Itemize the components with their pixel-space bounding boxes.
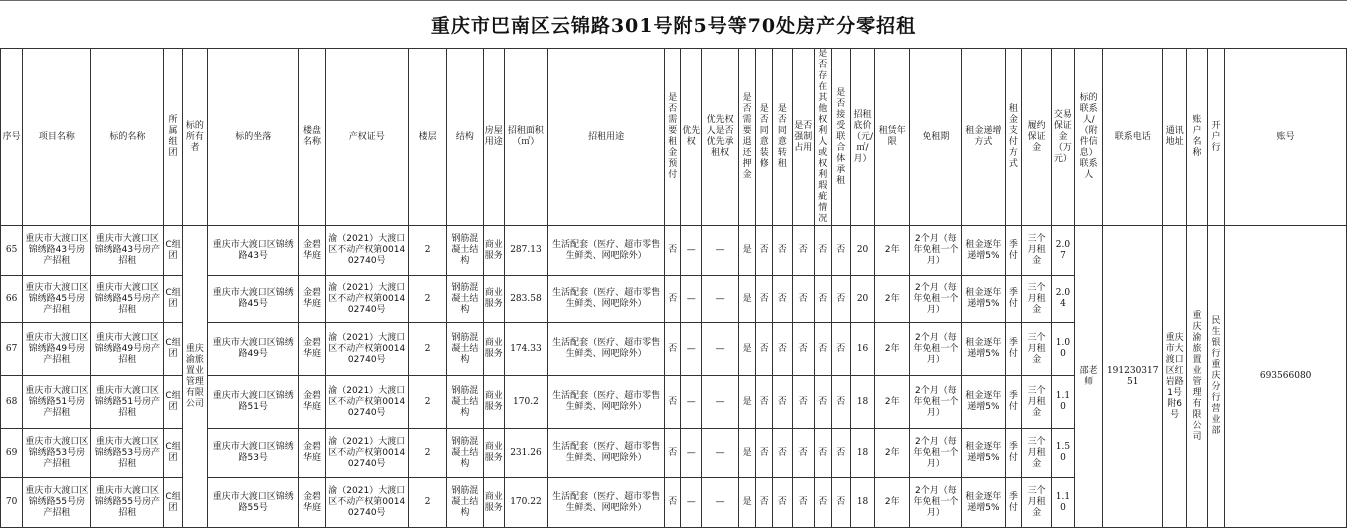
cell-decoration: 否 [756, 323, 773, 376]
header-decoration: 是否同意装修 [756, 49, 773, 226]
cell-payment: 季付 [1005, 226, 1022, 276]
header-payment: 租金支付方式 [1005, 49, 1022, 226]
cell-increase: 租金逐年递增5% [962, 276, 1005, 323]
cell-increase: 租金逐年递增5% [962, 478, 1005, 528]
header-address: 通讯地址 [1163, 49, 1187, 226]
cell-prepay: 否 [665, 276, 681, 323]
cell-other-rights: 否 [814, 276, 831, 323]
cell-performance: 三个月租金 [1022, 429, 1052, 478]
header-location: 标的坐落 [207, 49, 299, 226]
cell-forced-sale: 否 [792, 276, 814, 323]
cell-floor: 2 [409, 323, 447, 376]
cell-location: 重庆市大渡口区锦绣路43号 [207, 226, 299, 276]
header-priority-exist: 优先权人是否优先承租权 [702, 49, 738, 226]
cell-decoration: 否 [756, 276, 773, 323]
header-increase: 租金递增方式 [962, 49, 1005, 226]
cell-group: C组团 [164, 276, 183, 323]
cell-term: 2年 [875, 226, 910, 276]
header-area: 招租面积（㎡） [504, 49, 547, 226]
cell-use: 商业服务 [483, 376, 504, 429]
cell-deposit-back: 是 [738, 429, 756, 478]
cell-other-rights: 否 [814, 376, 831, 429]
cell-performance: 三个月租金 [1022, 276, 1052, 323]
header-seq: 序号 [1, 49, 23, 226]
cell-purpose: 生活配套（医疗、超市零售生鲜类、网吧除外） [547, 376, 664, 429]
header-phone: 联系电话 [1103, 49, 1163, 226]
cell-project: 重庆市大渡口区锦绣路49号房产招租 [23, 323, 91, 376]
cell-term: 2年 [875, 323, 910, 376]
cell-seq: 70 [1, 478, 23, 528]
cell-location: 重庆市大渡口区锦绣路49号 [207, 323, 299, 376]
cell-subject: 重庆市大渡口区锦绣路53号房产招租 [91, 429, 164, 478]
cell-margin: 2.04 [1052, 276, 1075, 323]
cell-priority-exist: — [702, 429, 738, 478]
cell-structure: 钢筋混凝土结构 [447, 323, 483, 376]
cell-forced-sale: 否 [792, 323, 814, 376]
cell-area: 231.26 [504, 429, 547, 478]
cell-term: 2年 [875, 478, 910, 528]
table-row [1, 226, 1347, 276]
cell-use: 商业服务 [483, 478, 504, 528]
cell-contact-person: 邵老师 [1074, 226, 1102, 528]
cell-seq: 69 [1, 429, 23, 478]
cell-project: 重庆市大渡口区锦绣路55号房产招租 [23, 478, 91, 528]
cell-performance: 三个月租金 [1022, 376, 1052, 429]
cell-joint: 否 [831, 323, 850, 376]
header-price: 招租底价（元/㎡/月） [851, 49, 875, 226]
cell-structure: 钢筋混凝土结构 [447, 376, 483, 429]
header-other-rights: 是否存在其他权利人或权利瑕疵情况 [814, 49, 831, 226]
cell-free: 2个月（每年免租一个月） [910, 478, 962, 528]
cell-cert: 渝（2021）大渡口区不动产权第001402740号 [325, 429, 409, 478]
cell-price: 20 [851, 276, 875, 323]
cell-payment: 季付 [1005, 429, 1022, 478]
cell-group: C组团 [164, 323, 183, 376]
cell-use: 商业服务 [483, 276, 504, 323]
cell-margin: 1.10 [1052, 478, 1075, 528]
cell-margin: 1.10 [1052, 376, 1075, 429]
cell-increase: 租金逐年递增5% [962, 226, 1005, 276]
cell-other-rights: 否 [814, 478, 831, 528]
cell-subject: 重庆市大渡口区锦绣路49号房产招租 [91, 323, 164, 376]
cell-prepay: 否 [665, 226, 681, 276]
cell-location: 重庆市大渡口区锦绣路45号 [207, 276, 299, 323]
cell-floor: 2 [409, 478, 447, 528]
cell-free: 2个月（每年免租一个月） [910, 323, 962, 376]
cell-performance: 三个月租金 [1022, 478, 1052, 528]
header-community: 楼盘名称 [299, 49, 325, 226]
cell-other-rights: 否 [814, 429, 831, 478]
cell-seq: 65 [1, 226, 23, 276]
header-owner: 标的所有者 [182, 49, 207, 226]
cell-increase: 租金逐年递增5% [962, 376, 1005, 429]
cell-increase: 租金逐年递增5% [962, 429, 1005, 478]
cell-area: 283.58 [504, 276, 547, 323]
header-priority: 优先权 [681, 49, 702, 226]
cell-community: 金碧华庭 [299, 478, 325, 528]
cell-community: 金碧华庭 [299, 376, 325, 429]
cell-area: 170.2 [504, 376, 547, 429]
cell-term: 2年 [875, 276, 910, 323]
cell-priority-exist: — [702, 478, 738, 528]
cell-forced-sale: 否 [792, 376, 814, 429]
cell-forced-sale: 否 [792, 429, 814, 478]
cell-joint: 否 [831, 478, 850, 528]
cell-increase: 租金逐年递增5% [962, 323, 1005, 376]
cell-use: 商业服务 [483, 226, 504, 276]
cell-floor: 2 [409, 376, 447, 429]
cell-sublet: 否 [773, 478, 792, 528]
header-margin: 交易保证金（万元） [1052, 49, 1075, 226]
cell-account-no: 693566080 [1225, 226, 1347, 528]
cell-margin: 2.07 [1052, 226, 1075, 276]
cell-free: 2个月（每年免租一个月） [910, 276, 962, 323]
cell-priority: — [681, 376, 702, 429]
cell-purpose: 生活配套（医疗、超市零售生鲜类、网吧除外） [547, 429, 664, 478]
cell-cert: 渝（2021）大渡口区不动产权第001402740号 [325, 323, 409, 376]
cell-subject: 重庆市大渡口区锦绣路45号房产招租 [91, 276, 164, 323]
cell-margin: 1.00 [1052, 323, 1075, 376]
cell-purpose: 生活配套（医疗、超市零售生鲜类、网吧除外） [547, 478, 664, 528]
cell-seq: 67 [1, 323, 23, 376]
cell-other-rights: 否 [814, 323, 831, 376]
cell-price: 20 [851, 226, 875, 276]
cell-priority-exist: — [702, 226, 738, 276]
header-bank: 开户行 [1207, 49, 1225, 226]
cell-joint: 否 [831, 276, 850, 323]
cell-price: 18 [851, 376, 875, 429]
cell-priority: — [681, 429, 702, 478]
cell-area: 287.13 [504, 226, 547, 276]
cell-structure: 钢筋混凝土结构 [447, 226, 483, 276]
cell-decoration: 否 [756, 478, 773, 528]
cell-cert: 渝（2021）大渡口区不动产权第001402740号 [325, 376, 409, 429]
cell-location: 重庆市大渡口区锦绣路51号 [207, 376, 299, 429]
cell-priority-exist: — [702, 323, 738, 376]
cell-priority: — [681, 478, 702, 528]
cell-joint: 否 [831, 429, 850, 478]
cell-project: 重庆市大渡口区锦绣路53号房产招租 [23, 429, 91, 478]
header-subject: 标的名称 [91, 49, 164, 226]
cell-use: 商业服务 [483, 323, 504, 376]
cell-prepay: 否 [665, 478, 681, 528]
cell-project: 重庆市大渡口区锦绣路51号房产招租 [23, 376, 91, 429]
header-floor: 楼层 [409, 49, 447, 226]
cell-subject: 重庆市大渡口区锦绣路43号房产招租 [91, 226, 164, 276]
header-joint: 是否接受联合体承租 [831, 49, 850, 226]
cell-free: 2个月（每年免租一个月） [910, 376, 962, 429]
cell-sublet: 否 [773, 226, 792, 276]
header-contact-person: 标的联系人/（附件信息）联系人 [1074, 49, 1102, 226]
cell-location: 重庆市大渡口区锦绣路53号 [207, 429, 299, 478]
cell-payment: 季付 [1005, 276, 1022, 323]
cell-community: 金碧华庭 [299, 276, 325, 323]
cell-subject: 重庆市大渡口区锦绣路55号房产招租 [91, 478, 164, 528]
cell-sublet: 否 [773, 429, 792, 478]
cell-deposit-back: 是 [738, 478, 756, 528]
cell-price: 18 [851, 478, 875, 528]
header-performance: 履约保证金 [1022, 49, 1052, 226]
cell-prepay: 否 [665, 429, 681, 478]
cell-use: 商业服务 [483, 429, 504, 478]
header-cert: 产权证号 [325, 49, 409, 226]
cell-group: C组团 [164, 226, 183, 276]
header-forced-sale: 是否强制占用 [792, 49, 814, 226]
header-term: 租赁年限 [875, 49, 910, 226]
header-purpose: 招租用途 [547, 49, 664, 226]
cell-purpose: 生活配套（医疗、超市零售生鲜类、网吧除外） [547, 226, 664, 276]
cell-area: 170.22 [504, 478, 547, 528]
header-use: 房屋用途 [483, 49, 504, 226]
cell-floor: 2 [409, 429, 447, 478]
cell-structure: 钢筋混凝土结构 [447, 478, 483, 528]
cell-group: C组团 [164, 478, 183, 528]
cell-decoration: 否 [756, 429, 773, 478]
cell-margin: 1.50 [1052, 429, 1075, 478]
header-deposit-back: 是否需要退还押金 [738, 49, 756, 226]
cell-payment: 季付 [1005, 323, 1022, 376]
header-account-name: 账户名称 [1187, 49, 1207, 226]
cell-floor: 2 [409, 226, 447, 276]
cell-deposit-back: 是 [738, 226, 756, 276]
header-sublet: 是否同意转租 [773, 49, 792, 226]
cell-priority-exist: — [702, 376, 738, 429]
cell-structure: 钢筋混凝土结构 [447, 276, 483, 323]
cell-priority: — [681, 226, 702, 276]
listing-table [0, 48, 1347, 528]
cell-free: 2个月（每年免租一个月） [910, 429, 962, 478]
cell-community: 金碧华庭 [299, 429, 325, 478]
cell-decoration: 否 [756, 376, 773, 429]
cell-group: C组团 [164, 376, 183, 429]
cell-phone: 19123031751 [1103, 226, 1163, 528]
cell-group: C组团 [164, 429, 183, 478]
cell-address: 重庆市大渡口区红岩路1号附6号 [1163, 226, 1187, 528]
cell-sublet: 否 [773, 276, 792, 323]
cell-term: 2年 [875, 376, 910, 429]
cell-cert: 渝（2021）大渡口区不动产权第001402740号 [325, 276, 409, 323]
cell-community: 金碧华庭 [299, 323, 325, 376]
cell-owner: 重庆渝旅置业管理有限公司 [182, 226, 207, 528]
cell-performance: 三个月租金 [1022, 226, 1052, 276]
cell-structure: 钢筋混凝土结构 [447, 429, 483, 478]
cell-forced-sale: 否 [792, 226, 814, 276]
cell-sublet: 否 [773, 376, 792, 429]
cell-term: 2年 [875, 429, 910, 478]
cell-priority: — [681, 323, 702, 376]
cell-payment: 季付 [1005, 478, 1022, 528]
cell-location: 重庆市大渡口区锦绣路55号 [207, 478, 299, 528]
cell-deposit-back: 是 [738, 276, 756, 323]
cell-decoration: 否 [756, 226, 773, 276]
cell-payment: 季付 [1005, 376, 1022, 429]
cell-bank: 民生银行重庆分行营业部 [1207, 226, 1225, 528]
cell-price: 18 [851, 429, 875, 478]
page-title: 重庆市巴南区云锦路301号附5号等70处房产分零招租 [0, 0, 1347, 49]
cell-seq: 66 [1, 276, 23, 323]
header-project: 项目名称 [23, 49, 91, 226]
cell-forced-sale: 否 [792, 478, 814, 528]
cell-seq: 68 [1, 376, 23, 429]
cell-price: 16 [851, 323, 875, 376]
cell-project: 重庆市大渡口区锦绣路45号房产招租 [23, 276, 91, 323]
cell-project: 重庆市大渡口区锦绣路43号房产招租 [23, 226, 91, 276]
cell-joint: 否 [831, 376, 850, 429]
cell-sublet: 否 [773, 323, 792, 376]
cell-other-rights: 否 [814, 226, 831, 276]
header-structure: 结构 [447, 49, 483, 226]
cell-priority: — [681, 276, 702, 323]
header-row [1, 49, 1347, 226]
cell-free: 2个月（每年免租一个月） [910, 226, 962, 276]
cell-account-name: 重庆渝旅置业管理有限公司 [1187, 226, 1207, 528]
cell-community: 金碧华庭 [299, 226, 325, 276]
cell-cert: 渝（2021）大渡口区不动产权第001402740号 [325, 478, 409, 528]
header-group: 所属组团 [164, 49, 183, 226]
cell-purpose: 生活配套（医疗、超市零售生鲜类、网吧除外） [547, 323, 664, 376]
cell-priority-exist: — [702, 276, 738, 323]
cell-prepay: 否 [665, 376, 681, 429]
cell-joint: 否 [831, 226, 850, 276]
cell-prepay: 否 [665, 323, 681, 376]
cell-deposit-back: 是 [738, 323, 756, 376]
cell-subject: 重庆市大渡口区锦绣路51号房产招租 [91, 376, 164, 429]
cell-area: 174.33 [504, 323, 547, 376]
header-prepay: 是否需要租金预付 [665, 49, 681, 226]
cell-floor: 2 [409, 276, 447, 323]
cell-cert: 渝（2021）大渡口区不动产权第001402740号 [325, 226, 409, 276]
cell-performance: 三个月租金 [1022, 323, 1052, 376]
cell-purpose: 生活配套（医疗、超市零售生鲜类、网吧除外） [547, 276, 664, 323]
header-free: 免租期 [910, 49, 962, 226]
header-account-no: 账号 [1225, 49, 1347, 226]
cell-deposit-back: 是 [738, 376, 756, 429]
